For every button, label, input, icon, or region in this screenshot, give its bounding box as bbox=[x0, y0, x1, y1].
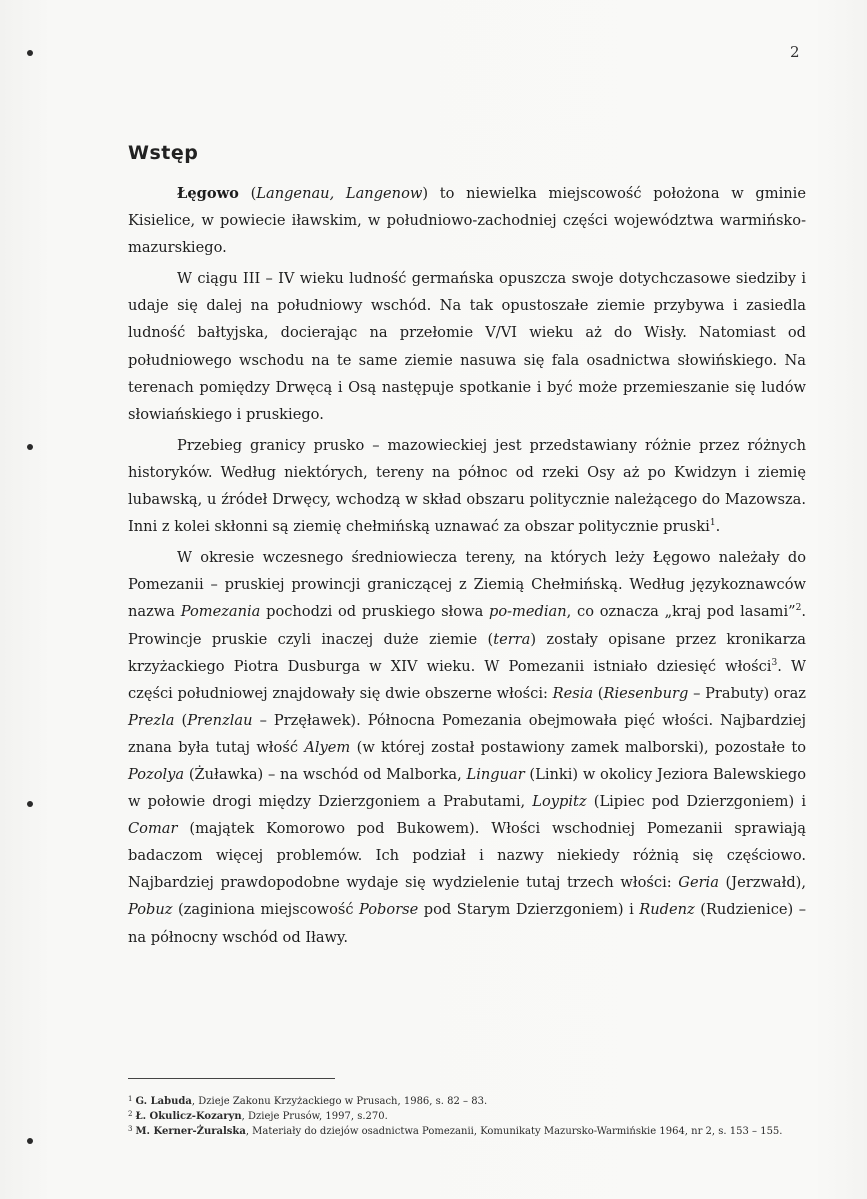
footnote-number: 3 bbox=[128, 1125, 133, 1133]
text-run: – Przęławek). Północna Pomezania obejmowała pięć włości. Najbardziej znana była tutaj włość bbox=[128, 711, 806, 756]
footnote-ref: 1 bbox=[709, 518, 716, 529]
footnote-author: M. Kerner-Żuralska bbox=[135, 1126, 246, 1137]
paragraph-3 bbox=[128, 432, 806, 540]
footnote-2 bbox=[128, 1108, 806, 1123]
text-run: ( bbox=[593, 684, 604, 702]
punch-hole-mark bbox=[27, 801, 33, 807]
italic-run: terra bbox=[493, 630, 531, 648]
body-text bbox=[128, 180, 806, 955]
text-run: (Linki) w okolicy Jeziora Balewskiego w połowie drogi między Dzierzgoniem a Prabutami, bbox=[128, 765, 806, 811]
section-heading: Wstęp bbox=[128, 142, 199, 164]
text-run: ) zostały opisane przez kronikarza krzyżackiego Piotra Dusburga w XIV wieku. W Pomezanii istniało dziesięć włości bbox=[128, 630, 806, 675]
italic-run: Comar bbox=[128, 820, 178, 838]
page-number: 2 bbox=[790, 43, 800, 61]
footnote-number: 1 bbox=[128, 1095, 133, 1103]
footnotes bbox=[128, 1093, 806, 1138]
italic-run: Pozolya bbox=[128, 765, 185, 783]
text-run: (Jerzwałd), bbox=[718, 874, 806, 892]
text-run: . Prowincje pruskie czyli inaczej duże ziemie ( bbox=[128, 603, 806, 648]
text-run: W okresie wczesnego średniowiecza tereny, na których leży Łęgowo należały do Pomezanii – pruskiej prowincji graniczącej z Ziemią Chełmińską. Według językoznawców nazwa bbox=[128, 549, 806, 621]
footnote-text: , Materiały do dziejów osadnictwa Pomezanii, Komunikaty Mazursko-Warmińskie 1964, nr 2, s. 153 – 155. bbox=[245, 1126, 783, 1137]
italic-run: Resia bbox=[552, 684, 594, 702]
footnote-author: G. Labuda bbox=[135, 1096, 192, 1107]
text-run: (w której został postawiony zamek malborski), pozostałe to bbox=[350, 738, 806, 756]
footnote-ref: 2 bbox=[795, 603, 802, 614]
italic-run: Pomezania bbox=[180, 603, 261, 621]
punch-hole-mark bbox=[27, 50, 33, 56]
text-run: pod Starym Dzierzgoniem) i bbox=[418, 901, 640, 919]
text-run: . bbox=[715, 518, 721, 536]
italic-run: Langenau, Langenow bbox=[256, 185, 423, 202]
italic-run: Geria bbox=[678, 874, 719, 892]
italic-run: Riesenburg bbox=[603, 684, 689, 702]
text-run: (Żuławka) – na wschód od Malborka, bbox=[184, 765, 467, 783]
italic-run: po-median bbox=[489, 603, 567, 621]
text-run: ) to niewielka miejscowość położona w gminie Kisielice, w powiecie iławskim, w południowo-zachodniej części województwa warmińsko-mazurskiego. bbox=[128, 185, 806, 257]
footnote-text: , Dzieje Prusów, 1997, s.270. bbox=[241, 1111, 388, 1122]
italic-run: Poborse bbox=[359, 901, 419, 919]
footnote-separator bbox=[128, 1078, 335, 1079]
text-run: ( bbox=[238, 185, 257, 202]
footnote-ref: 3 bbox=[771, 657, 778, 668]
text-run: pochodzi od pruskiego słowa bbox=[260, 603, 489, 621]
text-run: ( bbox=[174, 711, 188, 729]
text-run: Przebieg granicy prusko – mazowieckiej jest przedstawiany różnie przez różnych historyków. Według niektórych, tereny na północ od rzeki Osy aż po Kwidzyn i ziemię lubawską, u źródeł Drwęcy, wchodzą w skład obszaru politycznie należącego do Mazowsza. Inni z kolei skłonni są ziemię chełmińską uznawać za obszar politycznie pruski bbox=[128, 436, 806, 536]
footnote-text: , Dzieje Zakonu Krzyżackiego w Prusach, 1986, s. 82 – 83. bbox=[191, 1096, 488, 1107]
text-run: . W części południowej znajdowały się dwie obszerne włości: bbox=[128, 657, 806, 702]
footnote-1 bbox=[128, 1093, 806, 1108]
place-name: Łęgowo bbox=[177, 185, 239, 202]
text-run: (Rudzienice) – na północny wschód od Iławy. bbox=[128, 901, 806, 946]
italic-run: Rudenz bbox=[639, 901, 695, 919]
punch-hole-mark bbox=[27, 1138, 33, 1144]
italic-run: Prenzlau bbox=[187, 711, 253, 729]
italic-run: Linguar bbox=[466, 765, 525, 783]
footnote-author: Ł. Okulicz-Kozaryn bbox=[135, 1111, 242, 1122]
italic-run: Loypitz bbox=[532, 793, 587, 811]
punch-hole-mark bbox=[27, 444, 33, 450]
text-run: (Lipiec pod Dzierzgoniem) i bbox=[586, 793, 806, 811]
italic-run: Alyem bbox=[304, 738, 351, 756]
paragraph-2: W ciągu III – IV wieku ludność germańska opuszcza swoje dotychczasowe siedziby i udaje się dalej na południowy wschód. Na tak opustoszałe ziemie przybywa i zasiedla ludność bałtyjska, docierając na przełomie V/VI wieku aż do Wisły. Natomiast od południowego wschodu na te same ziemie nasuwa się fala osadnictwa słowińskiego. Na terenach pomiędzy Drwęcą i Osą następuje spotkanie i być może przemieszanie się ludów słowiańskiego i pruskiego. bbox=[128, 270, 806, 423]
footnote-3 bbox=[128, 1123, 806, 1138]
paragraph-1 bbox=[128, 180, 806, 261]
footnote-number: 2 bbox=[128, 1110, 133, 1118]
text-run: – Prabuty) oraz bbox=[688, 684, 806, 702]
paragraph-4 bbox=[128, 544, 806, 950]
italic-run: Pobuz bbox=[128, 901, 173, 919]
italic-run: Prezla bbox=[128, 711, 175, 729]
text-run: , co oznacza „kraj pod lasami” bbox=[566, 603, 796, 621]
text-run: (majątek Komorowo pod Bukowem). Włości wschodniej Pomezanii sprawiają badaczom więcej problemów. Ich podział i nazwy niekiedy różnią się częściowo. Najbardziej prawdopodobne wydaje się wydzielenie tutaj trzech włości: bbox=[128, 820, 806, 892]
text-run: (zaginiona miejscowość bbox=[172, 901, 360, 919]
